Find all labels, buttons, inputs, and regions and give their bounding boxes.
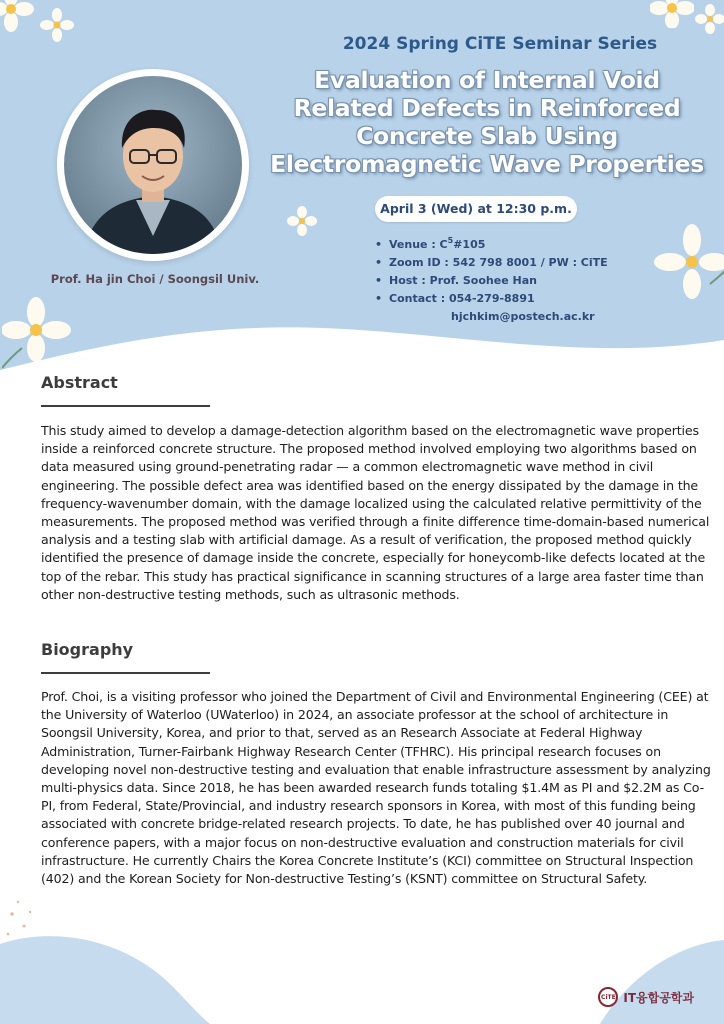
flower-top-left-decoration (0, 0, 34, 32)
department-name: IT융합공학과 (623, 990, 694, 1005)
talk-title (262, 66, 712, 178)
contact-item (373, 290, 673, 308)
zoom-item (373, 254, 673, 272)
talk-title-line: Electromagnetic Wave Properties (270, 150, 704, 178)
venue-superscript: 5 (447, 236, 454, 245)
bullet-icon: • (375, 256, 383, 269)
seminar-series-title: 2024 Spring CiTE Seminar Series (342, 34, 658, 54)
host-text: Host : Prof. Soohee Han (389, 274, 537, 287)
contact-text: Contact : 054-279-8891 (389, 292, 535, 305)
bullet-icon: • (375, 238, 383, 251)
flower-small-top-decoration (40, 8, 74, 42)
biography-underline (41, 672, 210, 674)
venue-room: #105 (453, 238, 486, 251)
flower-top-right-small-decoration (695, 4, 724, 34)
department-logo (598, 984, 694, 1010)
zoom-text: Zoom ID : 542 798 8001 / PW : CiTE (389, 256, 608, 269)
bullet-icon: • (375, 292, 383, 305)
bullet-icon: • (375, 274, 383, 287)
biography-text: Prof. Choi, is a visiting professor who joined the Department of Civil and Environmental Engineering (CEE) at the University of Waterloo (UWaterloo) in 2024, an associate professor at the school of architecture in Soongsil University, Korea, and prior to that, served as an Research Associate at Federal Highway Administration, Turner-Fairbank Highway Research Center (TFHRC). His principal research focuses on developing novel non-destructive testing and evaluation that enable infrastructure assessment by analyzing multi-physics data. Since 2018, he has been awarded research funds totaling $1.4M as PI and $2.2M as Co-PI, from Federal, State/Provincial, and industry research sponsors in Korea, with most of this funding being associated with concrete bridge-related research projects. To date, he has published over 40 journal and conference papers, with a major focus on non-destructive evaluation and construction materials for civil infrastructure. He currently Chairs the Korea Concrete Institute’s (KCI) committee on Structural Inspection (402) and the Korean Society for Non-destructive Testing’s (KSNT) committee on Structural Safety. (41, 689, 711, 887)
speaker-caption: Prof. Ha jin Choi / Soongsil Univ. (50, 272, 260, 286)
abstract-text: This study aimed to develop a damage-detection algorithm based on the electromagnetic wave properties inside a reinforced concrete structure. The proposed method involved employing two algorithms based on data measured using ground-penetrating radar — a common electromagnetic wave method in civil engineering. The possible defect area was identified based on the energy dissipated by the damage in the frequency-wavenumber domain, with the damage localized using the calculated relative permittivity of the measurements. The proposed method was verified through a finite difference time-domain-based numerical analysis and a testing slab with artificial damage. As a result of verification, the proposed method quickly identified the presence of damage inside the concrete, especially for honeycomb-like defects located at the top of the rebar. This study has practical significance in scanning structures of a large area faster time than other non-destructive testing methods, such as ultrasonic methods. (41, 423, 710, 602)
contact-email[interactable]: hjchkim@postech.ac.kr (451, 310, 595, 323)
speaker-photo (64, 76, 242, 254)
biography-heading: Biography (41, 640, 134, 659)
abstract-underline (41, 405, 210, 407)
header-banner (0, 0, 724, 370)
venue-item (373, 236, 673, 254)
event-info-list (373, 236, 673, 326)
flower-middle-decoration (287, 206, 317, 236)
host-item (373, 272, 673, 290)
abstract-heading: Abstract (41, 373, 118, 392)
date-time-badge: April 3 (Wed) at 12:30 p.m. (375, 196, 577, 222)
talk-title-line: Evaluation of Internal Void (314, 66, 660, 94)
venue-label: Venue : C (389, 238, 448, 251)
speaker-photo-frame (57, 69, 249, 261)
flower-top-right-decoration (650, 0, 694, 28)
talk-title-line: Concrete Slab Using (356, 122, 618, 150)
cite-logo-icon: CiTE (598, 987, 618, 1007)
talk-title-line: Related Defects in Reinforced (293, 94, 681, 122)
